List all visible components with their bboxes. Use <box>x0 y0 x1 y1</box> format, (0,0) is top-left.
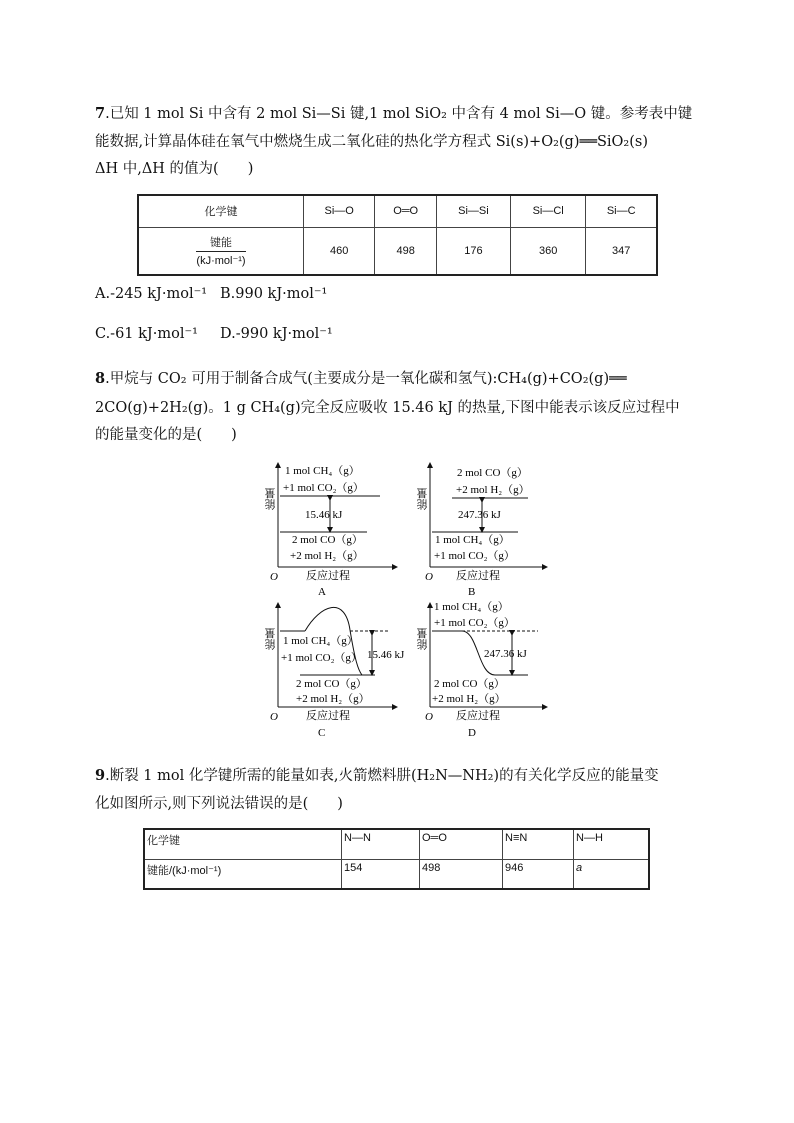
table-header-cell: Si—C <box>586 195 657 227</box>
diagram-a-origin: O <box>270 571 278 583</box>
q7-option-c: C.-61 kJ·mol⁻¹ <box>95 326 198 342</box>
diagram-d-label: D <box>468 727 476 739</box>
table-header-cell: 化学键 <box>144 829 342 859</box>
q7-line-3: ΔH 中,ΔH 的值为( ) <box>95 161 254 177</box>
table-cell: 360 <box>510 227 585 275</box>
q7-option-b: B.990 kJ·mol⁻¹ <box>220 286 328 302</box>
table-row <box>144 829 649 859</box>
diagram-c-xlabel: 反应过程 <box>306 710 350 722</box>
diagram-b-origin: O <box>425 571 433 583</box>
table-cell: 176 <box>436 227 510 275</box>
diagram-a-ylabel: 能量 <box>265 488 277 510</box>
table-header-cell: N—H <box>574 829 650 859</box>
diagram-a <box>265 464 396 598</box>
table-cell: 154 <box>342 859 420 889</box>
diagram-d-ylabel: 能量 <box>417 628 429 650</box>
table-cell: 460 <box>304 227 375 275</box>
diagram-d-value: 247.36 kJ <box>484 648 527 660</box>
diagram-b-xlabel: 反应过程 <box>456 570 500 582</box>
diagram-c-ylabel: 能量 <box>265 628 277 650</box>
diagram-d-bot2: +2 mol H₂（g） <box>432 693 506 705</box>
diagram-c-top2: +1 mol CO₂（g） <box>281 652 362 664</box>
diagram-a-bot2: +2 mol H₂（g） <box>290 550 364 562</box>
q8-line-3: 的能量变化的是( ) <box>95 427 237 443</box>
table-cell: 946 <box>503 859 574 889</box>
diagram-a-bot1: 2 mol CO（g） <box>292 534 363 546</box>
table-row-label <box>138 227 304 275</box>
table-header-cell: 化学键 <box>138 195 304 227</box>
diagram-a-top1: 1 mol CH₄（g） <box>285 465 360 477</box>
table-cell: 498 <box>375 227 437 275</box>
diagram-b-bot2: +1 mol CO₂（g） <box>434 550 515 562</box>
q9-bond-energy-table <box>143 828 650 890</box>
table-header-cell: Si—Cl <box>510 195 585 227</box>
table-header-cell: N—N <box>342 829 420 859</box>
q7-number: 7 <box>95 105 106 122</box>
row-label-denominator: (kJ·mol⁻¹) <box>196 255 246 268</box>
q8-number: 8 <box>95 370 106 387</box>
row-label-numerator: 键能 <box>196 234 245 252</box>
diagram-c-top1: 1 mol CH₄（g） <box>283 635 358 647</box>
q9-text-1: .断裂 1 mol 化学键所需的能量如表,火箭燃料肼(H₂N—NH₂)的有关化学反应的能量变 <box>105 768 659 784</box>
diagram-d-bot1: 2 mol CO（g） <box>434 678 505 690</box>
q9-line-1 <box>95 764 659 785</box>
table-cell: a <box>574 859 650 889</box>
diagram-a-xlabel: 反应过程 <box>306 570 350 582</box>
table-cell: 键能/(kJ·mol⁻¹) <box>144 859 342 889</box>
diagram-c-label: C <box>318 727 326 739</box>
diagram-c <box>265 605 406 739</box>
diagram-b-top1: 2 mol CO（g） <box>457 467 528 479</box>
q8-line-1 <box>95 367 627 388</box>
q7-option-d: D.-990 kJ·mol⁻¹ <box>220 326 333 342</box>
diagram-b-top2: +2 mol H₂（g） <box>456 484 530 496</box>
q7-text-1: .已知 1 mol Si 中含有 2 mol Si—Si 键,1 mol SiO₂ 中含有 4 mol Si—O 键。参考表中键 <box>105 106 693 122</box>
table-row <box>144 859 649 889</box>
diagram-a-top2: +1 mol CO₂（g） <box>283 482 364 494</box>
diagram-a-label: A <box>318 586 326 598</box>
table-cell: 498 <box>420 859 503 889</box>
diagram-c-value: 15.46 kJ <box>367 649 405 661</box>
diagram-d-top2: +1 mol CO₂（g） <box>434 617 515 629</box>
table-row <box>138 227 657 275</box>
diagram-a-value: 15.46 kJ <box>305 509 343 521</box>
diagram-b-ylabel: 能量 <box>417 488 429 510</box>
diagram-c-bot2: +2 mol H₂（g） <box>296 693 370 705</box>
table-header-cell: N≡N <box>503 829 574 859</box>
diagram-d-top1: 1 mol CH₄（g） <box>434 601 509 613</box>
diagram-b-value: 247.36 kJ <box>458 509 501 521</box>
q7-line-1 <box>95 102 692 123</box>
diagram-c-bot1: 2 mol CO（g） <box>296 678 367 690</box>
q7-bond-energy-table <box>137 194 658 276</box>
diagram-d-xlabel: 反应过程 <box>456 710 500 722</box>
diagram-b <box>417 465 546 598</box>
table-cell: 347 <box>586 227 657 275</box>
diagram-b-label: B <box>468 586 476 598</box>
table-header-cell: Si—Si <box>436 195 510 227</box>
table-header-cell: O═O <box>420 829 503 859</box>
table-header-cell: O═O <box>375 195 437 227</box>
energy-diagrams <box>0 455 794 755</box>
diagram-d <box>417 600 546 739</box>
diagram-d-origin: O <box>425 711 433 723</box>
q8-text-1: .甲烷与 CO₂ 可用于制备合成气(主要成分是一氧化碳和氢气):CH₄(g)+CO₂(g)══ <box>105 371 627 387</box>
table-row <box>138 195 657 227</box>
table-header-cell: Si—O <box>304 195 375 227</box>
q7-option-a: A.-245 kJ·mol⁻¹ <box>95 286 208 302</box>
q7-line-2: 能数据,计算晶体硅在氧气中燃烧生成二氧化硅的热化学方程式 Si(s)+O₂(g)══SiO₂(s) <box>95 134 648 150</box>
diagram-c-origin: O <box>270 711 278 723</box>
q9-line-2: 化如图所示,则下列说法错误的是( ) <box>95 796 343 812</box>
q8-line-2: 2CO(g)+2H₂(g)。1 g CH₄(g)完全反应吸收 15.46 kJ 的热量,下图中能表示该反应过程中 <box>95 400 680 416</box>
diagram-b-bot1: 1 mol CH₄（g） <box>435 534 510 546</box>
q9-number: 9 <box>95 767 106 784</box>
